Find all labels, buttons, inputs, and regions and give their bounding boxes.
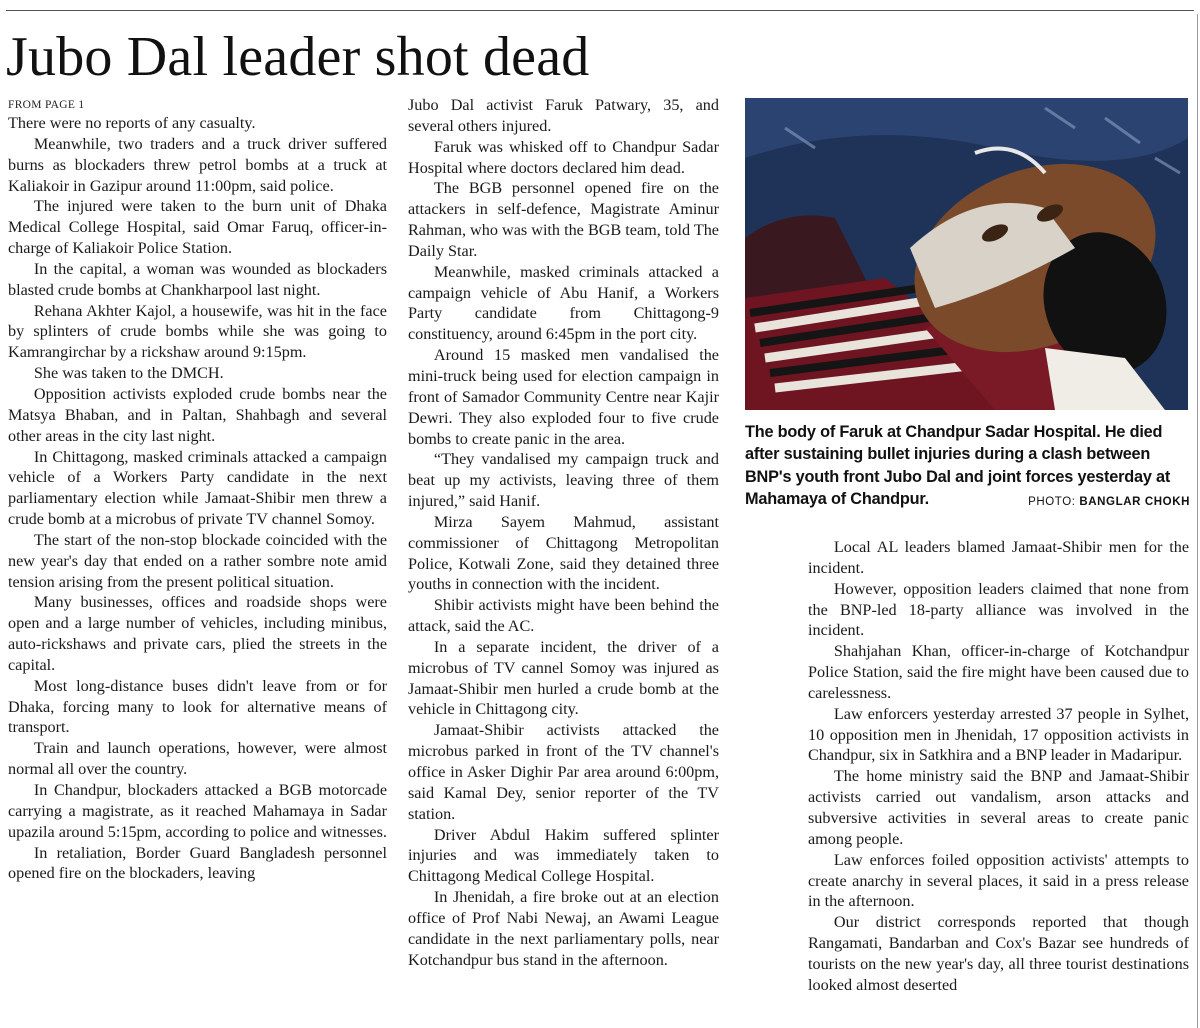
article-paragraph: The BGB personnel opened fire on the attackers in self-defence, Magistrate Aminur Rahman, who was with the BGB team, told The Daily Star.: [408, 179, 719, 260]
article-paragraph: Shibir activists might have been behind the attack, said the AC.: [408, 596, 719, 636]
column-1-body: [8, 113, 387, 884]
article-column-3: [808, 537, 1189, 1028]
article-paragraph: However, opposition leaders claimed that none from the BNP-led 18-party alliance was involved in the incident.: [808, 579, 1189, 640]
photo-caption: [745, 421, 1190, 514]
article-paragraph: Most long-distance buses didn't leave from or for Dhaka, forcing many to look for alternative means of transport.: [8, 676, 387, 737]
news-photo: [745, 98, 1188, 410]
photo-credit: [1028, 491, 1190, 513]
article-paragraph: Rehana Akhter Kajol, a housewife, was hit in the face by splinters of crude bombs while she was going to Kamrangirchar by a rickshaw around 9:15pm.: [8, 301, 387, 362]
article-paragraph: The injured were taken to the burn unit of Dhaka Medical College Hospital, said Omar Faruq, officer-in-charge of Kaliakoir Police Station.: [8, 197, 387, 258]
article-column-2: [408, 95, 719, 1028]
article-paragraph: She was taken to the DMCH.: [33, 364, 224, 383]
article-paragraph: Law enforcers yesterday arrested 37 people in Sylhet, 10 opposition men in Jhenidah, 17 opposition activists in Chandpur, six in Satkhira and a BNP leader in Madaripur.: [808, 704, 1189, 765]
article-paragraph: Jubo Dal activist Faruk Patwary, 35, and several others injured.: [408, 96, 719, 135]
page-edge-rule: [1197, 14, 1198, 1028]
article-paragraph: “They vandalised my campaign truck and beat up my activists, leaving three of them injured,” said Hanif.: [408, 450, 719, 511]
photo-credit-name: BANGLAR CHOKH: [1079, 496, 1190, 509]
article-paragraph: In retaliation, Border Guard Bangladesh personnel opened fire on the blockaders, leaving: [8, 843, 387, 883]
headline: Jubo Dal leader shot dead: [6, 26, 590, 88]
article-paragraph: Meanwhile, masked criminals attacked a campaign vehicle of Abu Hanif, a Workers Party candidate from Chittagong-9 constituency, around 6:45pm in the port city.: [408, 262, 719, 344]
article-paragraph: Law enforces foiled opposition activists' attempts to create anarchy in several places, it said in a press release in the afternoon.: [808, 850, 1189, 911]
photo-credit-prefix: PHOTO:: [1028, 496, 1080, 509]
article-paragraph: Shahjahan Khan, officer-in-charge of Kotchandpur Police Station, said the fire might have been caused due to carelessness.: [808, 642, 1189, 702]
caption-text: The body of Faruk at Chandpur Sadar Hospital. He died after sustaining bullet injuries during a clash between BNP's youth front Jubo Dal and joint forces yesterday at Mahamaya of Chandpur.: [745, 423, 1171, 509]
article-paragraph: Train and launch operations, however, were almost normal all over the country.: [8, 739, 387, 779]
photo-illustration: [745, 98, 1188, 410]
continuation-kicker: FROM PAGE 1: [8, 99, 85, 111]
article-paragraph: In Chandpur, blockaders attacked a BGB motorcade carrying a magistrate, as it reached Mahamaya in Sadar upazila around 5:15pm, according to police and witnesses.: [8, 781, 387, 841]
article-paragraph: In the capital, a woman was wounded as blockaders blasted crude bombs at Chankharpool last night.: [8, 259, 387, 299]
article-paragraph: In a separate incident, the driver of a microbus of TV cannel Somoy was injured as Jamaat-Shibir men hurled a crude bomb at the vehicle in Chittagong city.: [408, 637, 719, 719]
article-paragraph: In Jhenidah, a fire broke out at an election office of Prof Nabi Newaj, an Awami League candidate in the next parliamentary polls, near Kotchandpur bus stand in the afternoon.: [408, 888, 719, 969]
article-column-1: [8, 96, 387, 1028]
column-2-body: [408, 95, 719, 970]
article-paragraph: Mirza Sayem Mahmud, assistant commissioner of Chittagong Metropolitan Police, Kotwali Zone, said they detained three youths in connection with the incident.: [408, 512, 719, 594]
article-paragraph: Around 15 masked men vandalised the mini-truck being used for election campaign in front of Samador Community Centre near Kajir Dewri. They also exploded four to five crude bombs to create panic in the area.: [408, 346, 719, 448]
article-paragraph: Opposition activists exploded crude bombs near the Matsya Bhaban, and in Paltan, Shahbagh and several other areas in the city last night.: [8, 384, 387, 445]
article-paragraph: Meanwhile, two traders and a truck driver suffered burns as blockaders threw petrol bombs at a truck at Kaliakoir in Gazipur around 11:00pm, said police.: [8, 134, 387, 195]
article-paragraph: Faruk was whisked off to Chandpur Sadar Hospital where doctors declared him dead.: [408, 137, 719, 177]
article-paragraph: In Chittagong, masked criminals attacked a campaign vehicle of a Workers Party candidate in the next parliamentary election while Jamaat-Shibir men threw a crude bomb at a microbus of private TV channel Somoy.: [8, 447, 387, 529]
article-paragraph: Driver Abdul Hakim suffered splinter injuries and was immediately taken to Chittagong Medical College Hospital.: [408, 825, 719, 886]
article-paragraph: Many businesses, offices and roadside shops were open and a large number of vehicles, including minibus, auto-rickshaws and private cars, plied the streets in the capital.: [8, 593, 387, 674]
article-paragraph: Jamaat-Shibir activists attacked the microbus parked in front of the TV channel's office in Asker Dighir Par area around 6:00pm, said Kamal Dey, senior reporter of the TV station.: [408, 721, 719, 823]
article-paragraph: Our district corresponds reported that though Rangamati, Bandarban and Cox's Bazar see hundreds of tourists on the new year's day, all three tourist destinations looked almost deserted: [808, 913, 1189, 994]
column-3-body: [808, 537, 1189, 996]
top-rule: [6, 10, 1194, 11]
article-paragraph: There were no reports of any casualty.: [8, 114, 256, 132]
article-paragraph: The home ministry said the BNP and Jamaat-Shibir activists carried out vandalism, arson attacks and subversive activities in several areas to create panic among people.: [808, 767, 1189, 848]
article-paragraph: Local AL leaders blamed Jamaat-Shibir men for the incident.: [808, 538, 1189, 577]
article-paragraph: The start of the non-stop blockade coincided with the new year's day that ended on a rather sombre note amid tension arising from the present political situation.: [8, 530, 387, 591]
